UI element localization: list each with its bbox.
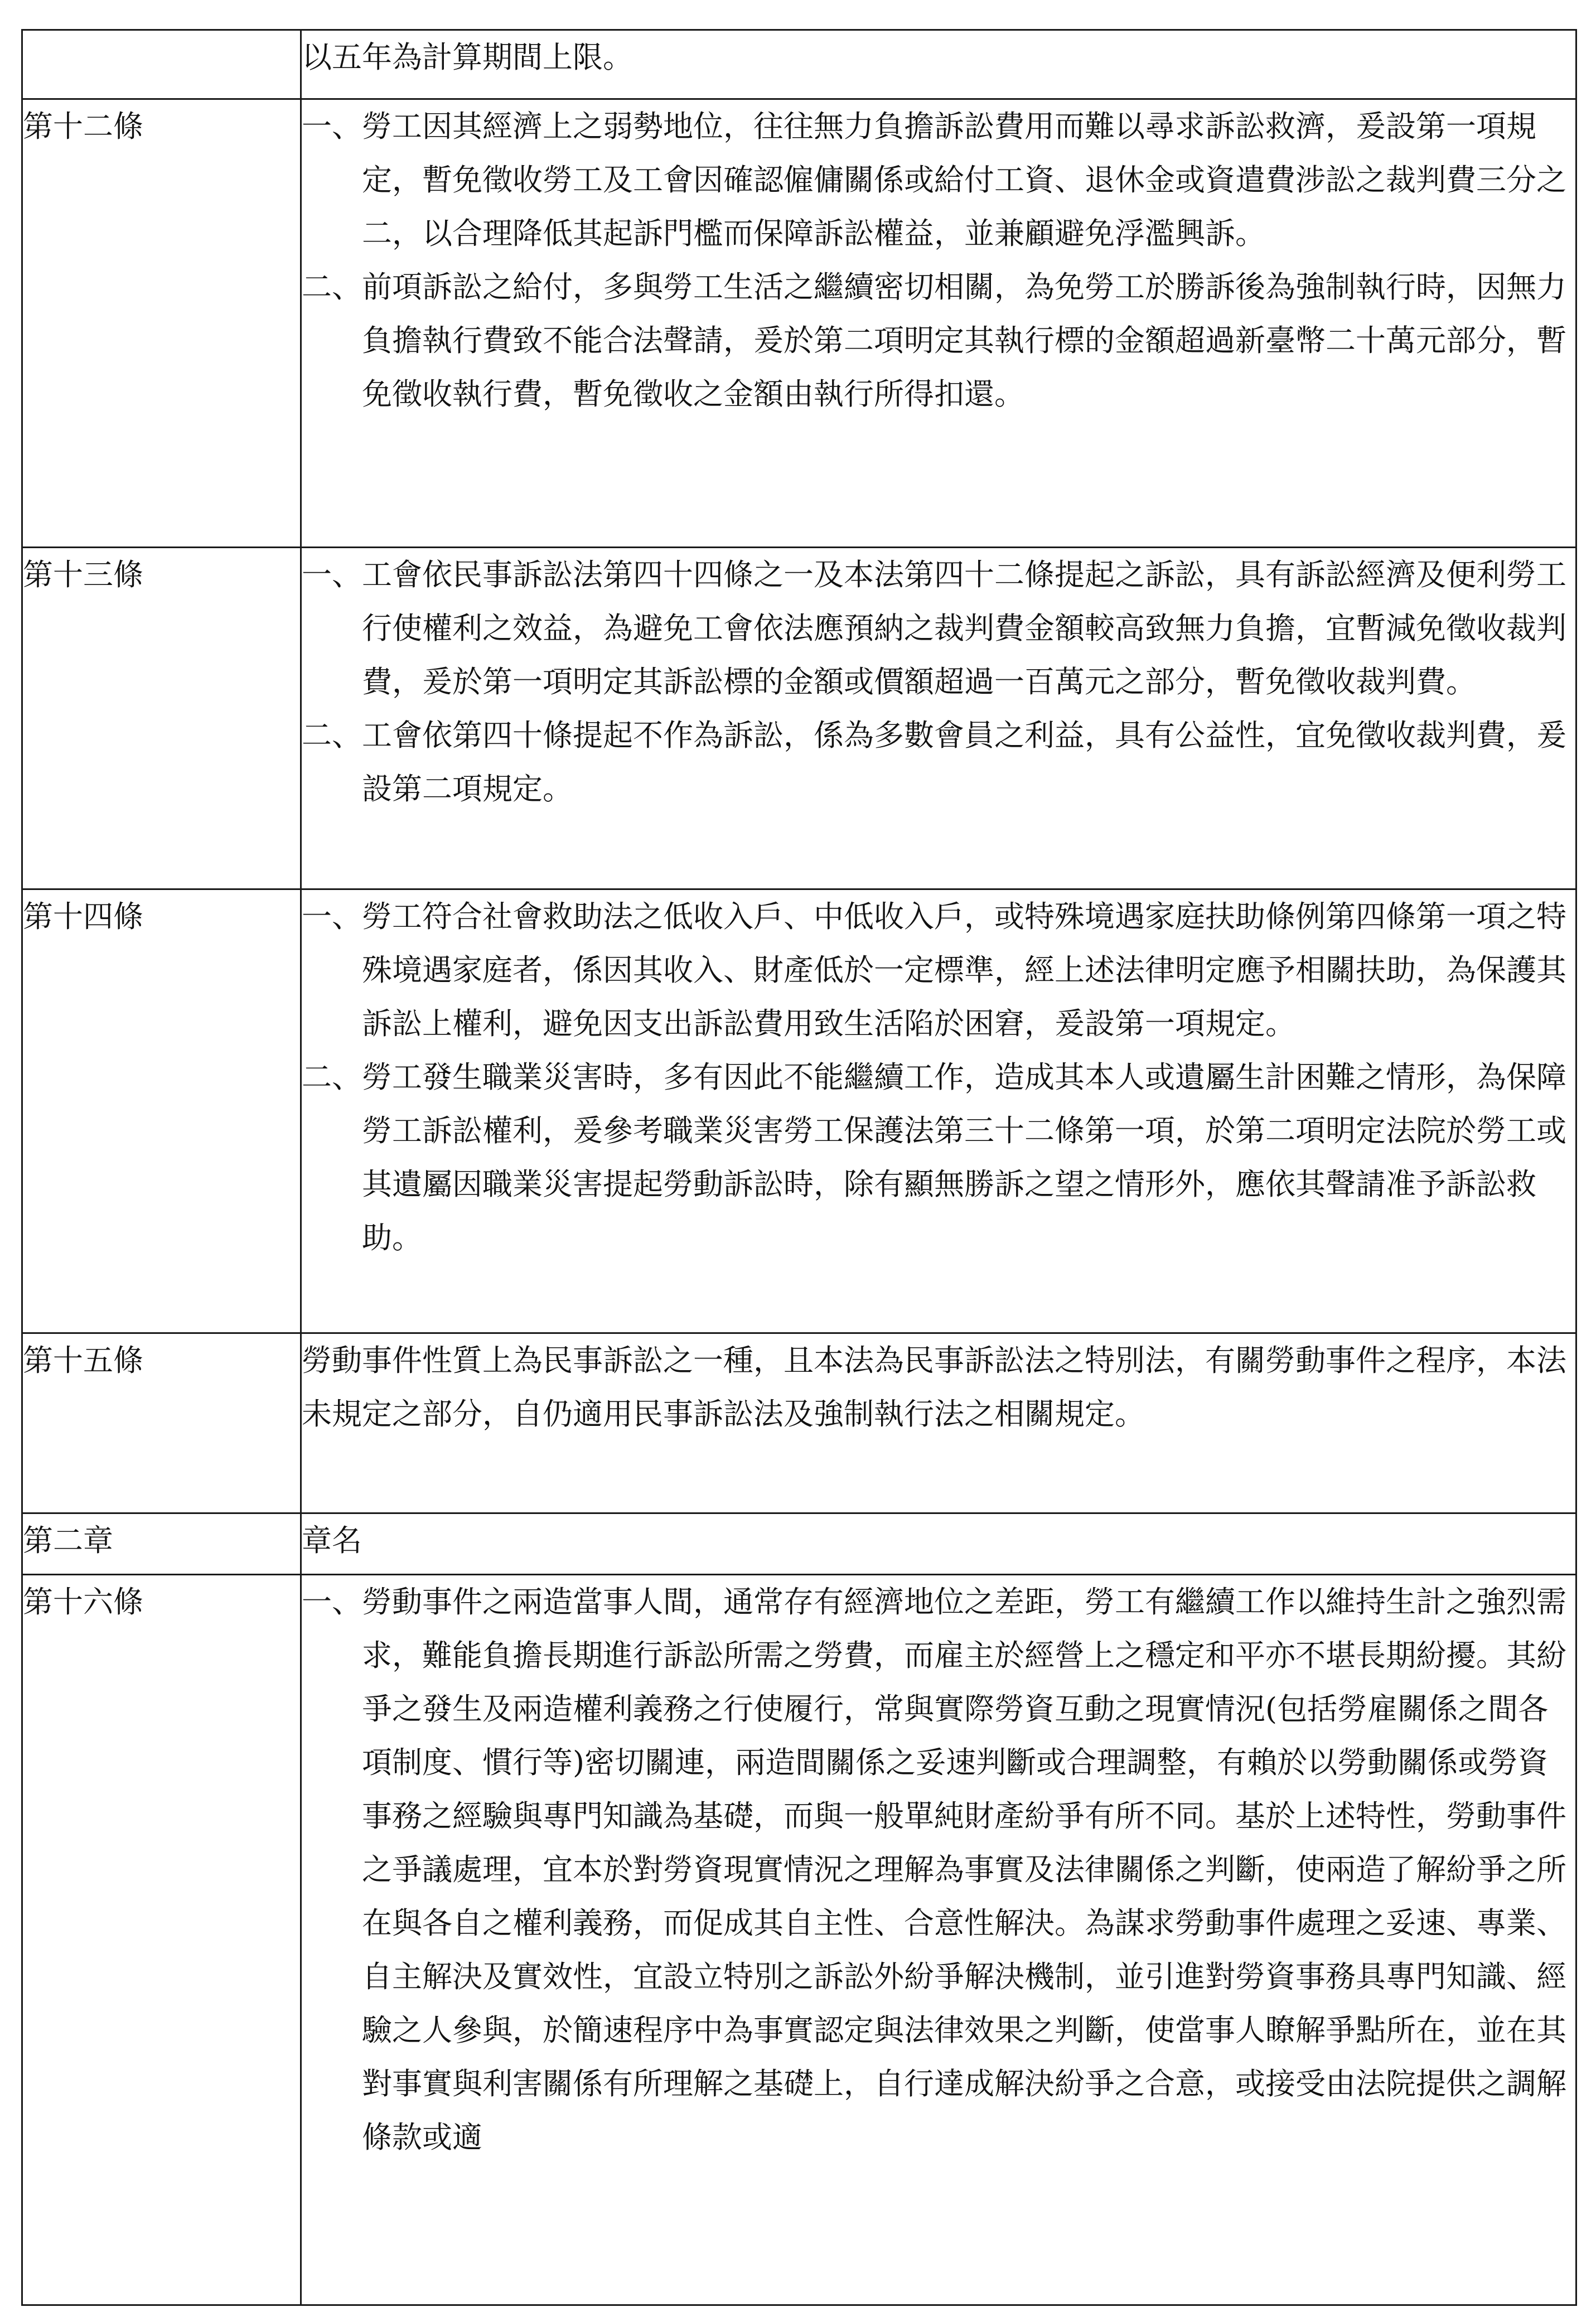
item-text: 前項訴訟之給付，多與勞工生活之繼續密切相關，為免勞工於勝訴後為強制執行時，因無力負擔執行費致不能合法聲請，爰於第二項明定其執行標的金額超過新臺幣二十萬元部分，暫免徵收執行費，暫免徵收之金額由執行所得扣還。 bbox=[362, 269, 1566, 412]
article-cell: 第十二條 bbox=[22, 99, 301, 548]
article-cell: 第十三條 bbox=[22, 548, 301, 889]
explanation-cell bbox=[301, 1333, 1576, 1513]
article-cell: 第十五條 bbox=[22, 1333, 301, 1513]
paragraph: 勞動事件性質上為民事訴訟之一種，且本法為民事訴訟法之特別法，有關勞動事件之程序，本法未規定之部分，自仍適用民事訴訟法及強制執行法之相關規定。 bbox=[302, 1343, 1566, 1431]
paragraph: 以五年為計算期間上限。 bbox=[302, 40, 633, 75]
item-marker: 二、 bbox=[302, 1060, 362, 1095]
list-item bbox=[302, 1051, 1575, 1265]
list-item bbox=[302, 1575, 1575, 2164]
list-item bbox=[302, 260, 1575, 421]
chapter-cell: 第二章 bbox=[22, 1513, 301, 1575]
table-row bbox=[22, 99, 1576, 548]
item-text: 勞工符合社會救助法之低收入戶、中低收入戶，或特殊境遇家庭扶助條例第四條第一項之特殊境遇家庭者，係因其收入、財產低於一定標準，經上述法律明定應予相關扶助，為保護其訴訟上權利，避免因支出訴訟費用致生活陷於困窘，爰設第一項規定。 bbox=[362, 899, 1566, 1041]
explanation-cell bbox=[301, 1513, 1576, 1575]
item-text: 工會依第四十條提起不作為訴訟，係為多數會員之利益，具有公益性，宜免徵收裁判費，爰設第二項規定。 bbox=[362, 718, 1566, 806]
explanation-cell bbox=[301, 30, 1576, 99]
explanation-cell bbox=[301, 548, 1576, 889]
list-item bbox=[302, 548, 1575, 709]
item-text: 勞動事件之兩造當事人間，通常存有經濟地位之差距，勞工有繼續工作以維持生計之強烈需求，難能負擔長期進行訴訟所需之勞費，而雇主於經營上之穩定和平亦不堪長期紛擾。其紛爭之發生及兩造權利義務之行使履行，常與實際勞資互動之現實情況(包括勞雇關係之間各項制度、慣行等)密切關連，兩造間關係之妥速判斷或合理調整，有賴於以勞動關係或勞資事務之經驗與專門知識為基礎，而與一般單純財產紛爭有所不同。基於上述特性，勞動事件之爭議處理，宜本於對勞資現實情況之理解為事實及法律關係之判斷，使兩造了解紛爭之所在與各自之權利義務，而促成其自主性、合意性解決。為謀求勞動事件處理之妥速、專業、自主解決及實效性，宜設立特別之訴訟外紛爭解決機制，並引進對勞資事務具專門知識、經驗之人參與，於簡速程序中為事實認定與法律效果之判斷，使當事人瞭解爭點所在，並在其對事實與利害關係有所理解之基礎上，自行達成解決紛爭之合意，或接受由法院提供之調解條款或適 bbox=[362, 1584, 1566, 2155]
list-item bbox=[302, 709, 1575, 816]
item-marker: 一、 bbox=[302, 109, 362, 144]
table-row bbox=[22, 1333, 1576, 1513]
table-row bbox=[22, 548, 1576, 889]
explanation-cell bbox=[301, 1575, 1576, 2305]
explanation-cell bbox=[301, 99, 1576, 548]
list-item bbox=[302, 100, 1575, 260]
list-item bbox=[302, 890, 1575, 1051]
item-marker: 二、 bbox=[302, 718, 362, 753]
table-row bbox=[22, 30, 1576, 99]
table-row bbox=[22, 1575, 1576, 2305]
explanation-cell bbox=[301, 889, 1576, 1333]
item-text: 工會依民事訴訟法第四十四條之一及本法第四十二條提起之訴訟，具有訴訟經濟及便利勞工行使權利之效益，為避免工會依法應預納之裁判費金額較高致無力負擔，宜暫減免徵收裁判費，爰於第一項明定其訴訟標的金額或價額超過一百萬元之部分，暫免徵收裁判費。 bbox=[362, 557, 1566, 699]
item-marker: 一、 bbox=[302, 1584, 362, 1619]
item-text: 勞工因其經濟上之弱勢地位，往往無力負擔訴訟費用而難以尋求訴訟救濟，爰設第一項規定，暫免徵收勞工及工會因確認僱傭關係或給付工資、退休金或資遣費涉訟之裁判費三分之二，以合理降低其起訴門檻而保障訴訟權益，並兼顧避免浮濫興訴。 bbox=[362, 109, 1566, 251]
table-row bbox=[22, 889, 1576, 1333]
explanation-table bbox=[21, 29, 1577, 2306]
item-marker: 一、 bbox=[302, 899, 362, 934]
item-marker: 二、 bbox=[302, 269, 362, 304]
article-cell: 第十四條 bbox=[22, 889, 301, 1333]
table-row bbox=[22, 1513, 1576, 1575]
item-marker: 一、 bbox=[302, 557, 362, 592]
item-text: 勞工發生職業災害時，多有因此不能繼續工作，造成其本人或遺屬生計困難之情形，為保障勞工訴訟權利，爰參考職業災害勞工保護法第三十二條第一項，於第二項明定法院於勞工或其遺屬因職業災害提起勞動訴訟時，除有顯無勝訴之望之情形外，應依其聲請准予訴訟救助。 bbox=[362, 1060, 1566, 1255]
paragraph: 章名 bbox=[302, 1523, 362, 1558]
article-cell bbox=[22, 30, 301, 99]
article-cell: 第十六條 bbox=[22, 1575, 301, 2305]
